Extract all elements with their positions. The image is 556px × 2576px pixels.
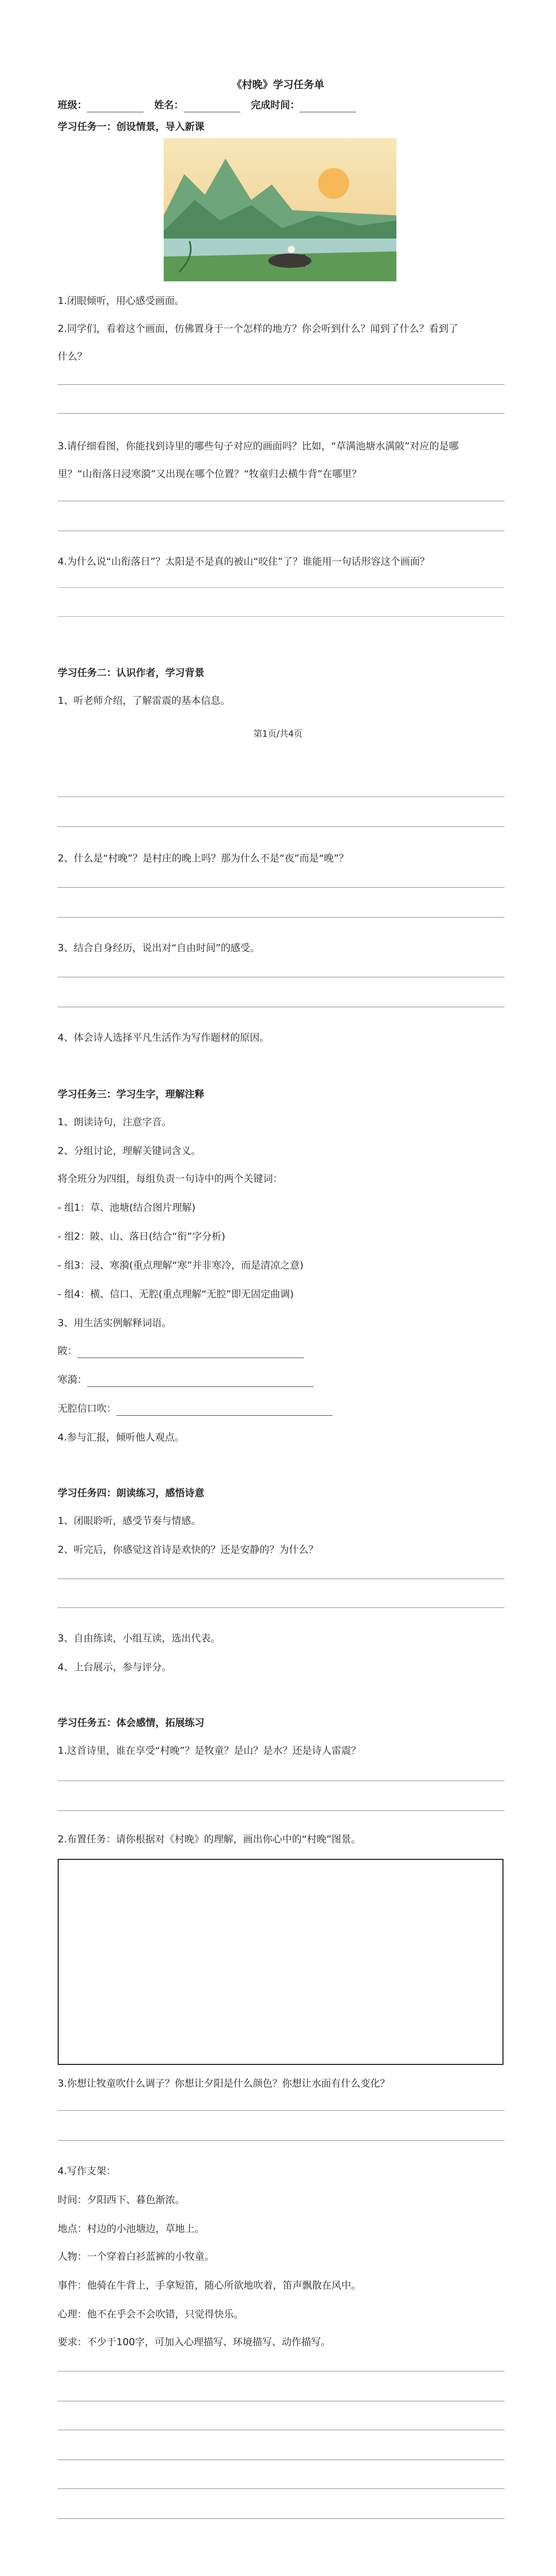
- task1-q2-line2: 什么？: [58, 351, 88, 362]
- task1-q3-line1: 3.请仔细看图，你能找到诗里的哪些句子对应的画面吗？比如，“草满池塘水满陂”对应的是哪: [58, 440, 459, 452]
- word-bei-label: 陂：: [58, 1345, 78, 1357]
- class-field[interactable]: [87, 100, 144, 112]
- task3-step4: 4.参与汇报，倾听他人观点。: [58, 1432, 185, 1443]
- task3-step1: 1、朗读诗句，注意字音。: [58, 1116, 172, 1128]
- scaffold-person: 人物：一个穿着白衫蓝裤的小牧童。: [58, 2251, 215, 2262]
- scaffold-place: 地点：村边的小池塘边，草地上。: [58, 2223, 205, 2234]
- time-label: 完成时间：: [251, 99, 300, 111]
- word-hanyi-field[interactable]: [87, 1375, 314, 1387]
- word-hanyi-label: 寒漪：: [58, 1374, 88, 1385]
- answer-line[interactable]: [58, 616, 505, 617]
- task5-q1: 1.这首诗里，谁在享受“村晚”？是牧童？是山？是水？还是诗人雷震？: [58, 1745, 361, 1756]
- time-field[interactable]: [300, 100, 356, 112]
- word-hanyi-row: [58, 1372, 314, 1387]
- word-wuqiang-row: [58, 1401, 333, 1416]
- task4-step3: 3、自由练读，小组互读，选出代表。: [58, 1633, 221, 1644]
- task4-step4: 4、上台展示，参与评分。: [58, 1662, 172, 1673]
- task1-q2-line1: 2.同学们，看着这个画面，仿佛置身于一个怎样的地方？你会听到什么？闻到了什么？看到了: [58, 323, 459, 334]
- name-label: 姓名：: [154, 99, 184, 111]
- task2-q4: 4、体会诗人选择平凡生活作为写作题材的原因。: [58, 1032, 270, 1043]
- answer-line[interactable]: [58, 2140, 505, 2141]
- task2-heading: 学习任务二：认识作者，学习背景: [58, 667, 205, 679]
- drawing-box[interactable]: [58, 1859, 503, 2065]
- task4-step2: 2、听完后，你感觉这首诗是欢快的？还是安静的？为什么？: [58, 1544, 319, 1555]
- task1-q1: 1.闭眼倾听，用心感受画面。: [58, 295, 185, 307]
- task1-heading: 学习任务一：创设情景，导入新课: [58, 121, 205, 132]
- task2-q2: 2、什么是“村晚”？是村庄的晚上吗？那为什么不是“夜”而是“晚”？: [58, 853, 349, 864]
- name-field[interactable]: [184, 100, 240, 112]
- answer-line[interactable]: [58, 413, 505, 414]
- task2-q3: 3、结合自身经历，说出对“自由时间”的感受。: [58, 942, 260, 954]
- task3-step2: 2、分组讨论，理解关键词含义。: [58, 1145, 201, 1157]
- task5-q2: 2.布置任务：请你根据对《村晚》的理解，画出你心中的“村晚”图景。: [58, 1834, 361, 1845]
- task1-q4: 4.为什么说“山衔落日”？太阳是不是真的被山“咬住”了？谁能用一句话形容这个画面？: [58, 556, 430, 567]
- task5-q4: 4.写作支架：: [58, 2165, 116, 2177]
- task3-group3: - 组3：浸、寒漪(重点理解“寒”并非寒冷，而是清凉之意): [58, 1260, 304, 1271]
- word-bei-field[interactable]: [77, 1346, 304, 1358]
- task3-group1: - 组1：草、池塘(结合图片理解): [58, 1202, 196, 1213]
- task1-q3-line2: 里？“山衔落日浸寒漪”又出现在哪个位置？“牧童归去横牛背”在哪里？: [58, 468, 362, 480]
- word-wuqiang-field[interactable]: [116, 1404, 333, 1416]
- task3-group2: - 组2：陂、山、落日(结合“衔”字分析): [58, 1231, 225, 1242]
- task2-q1: 1、听老师介绍，了解雷震的基本信息。: [58, 695, 231, 706]
- word-bei-row: [58, 1344, 304, 1358]
- answer-line[interactable]: [58, 2110, 505, 2111]
- scaffold-requirement: 要求：不少于100字，可加入心理描写、环境描写、动作描写。: [58, 2336, 331, 2348]
- answer-line[interactable]: [58, 917, 505, 918]
- task5-q3: 3.你想让牧童吹什么调子？你想让夕阳是什么颜色？你想让水面有什么变化？: [58, 2078, 390, 2089]
- answer-line[interactable]: [58, 2488, 505, 2489]
- answer-line[interactable]: [58, 887, 505, 888]
- answer-line[interactable]: [58, 2518, 505, 2519]
- task3-grouping: 将全班分为四组，每组负责一句诗中的两个关键词：: [58, 1173, 283, 1184]
- word-wuqiang-label: 无腔信口吹：: [58, 1403, 117, 1414]
- answer-line[interactable]: [58, 826, 505, 827]
- answer-line[interactable]: [58, 796, 505, 797]
- task4-heading: 学习任务四：朗读练习，感悟诗意: [58, 1487, 205, 1499]
- scaffold-mind: 心理：他不在乎会不会吹错，只觉得快乐。: [58, 2309, 244, 2320]
- task3-step3: 3、用生活实例解释词语。: [58, 1317, 172, 1329]
- answer-line[interactable]: [58, 1607, 505, 1608]
- village-evening-icon: [164, 138, 396, 281]
- scaffold-time: 时间：夕阳西下、暮色渐浓。: [58, 2194, 185, 2206]
- task3-group4: - 组4：横、信口、无腔(重点理解“无腔”即无固定曲调): [58, 1289, 294, 1300]
- scaffold-event: 事件：他骑在牛背上，手拿短笛，随心所欲地吹着，笛声飘散在风中。: [58, 2280, 361, 2291]
- task4-step1: 1、闭眼聆听，感受节奏与情感。: [58, 1515, 201, 1527]
- page-number: 第1页/共4页: [253, 729, 303, 739]
- class-label: 班级：: [58, 99, 88, 111]
- answer-line[interactable]: [58, 1810, 505, 1811]
- task3-heading: 学习任务三：学习生字，理解注释: [58, 1089, 205, 1100]
- page-title: 《村晚》学习任务单: [232, 78, 324, 91]
- answer-line[interactable]: [58, 384, 505, 385]
- student-info-row: [58, 98, 356, 112]
- answer-line[interactable]: [58, 587, 505, 588]
- village-evening-illustration: [164, 138, 396, 281]
- task5-heading: 学习任务五：体会感情，拓展练习: [58, 1717, 205, 1728]
